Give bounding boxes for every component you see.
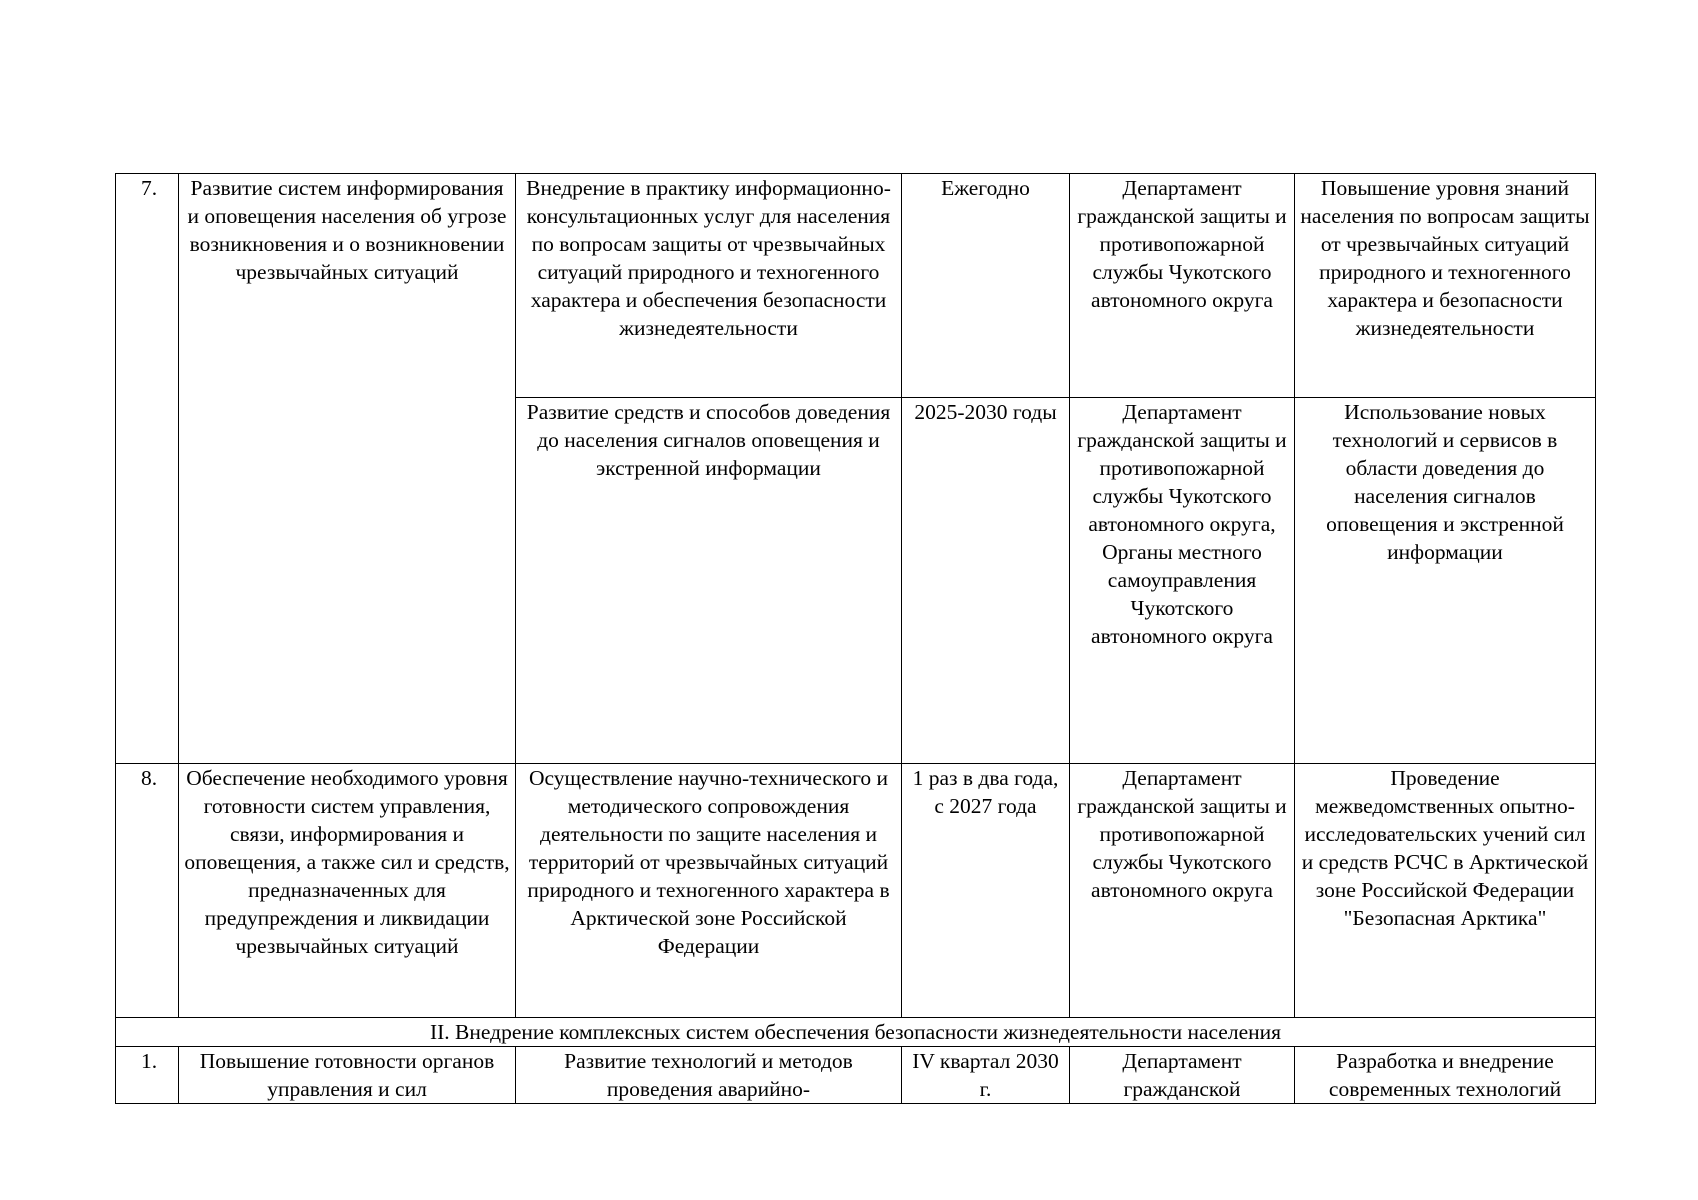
measure-cell: Развитие средств и способов доведения до населения сигналов оповещения и экстренной информации [516, 398, 902, 764]
section-title: II. Внедрение комплексных систем обеспечения безопасности жизнедеятельности населения [116, 1018, 1596, 1047]
row-number: 8. [116, 764, 179, 1018]
task-cell: Развитие систем информирования и оповещения населения об угрозе возникновения и о возникновении чрезвычайных ситуаций [179, 174, 516, 764]
measure-cell: Внедрение в практику информационно-консультационных услуг для населения по вопросам защиты от чрезвычайных ситуаций природного и техногенного характера и обеспечения безопасности жизнедеятельности [516, 174, 902, 398]
term-cell: 2025-2030 годы [902, 398, 1070, 764]
result-cell: Разработка и внедрение современных технологий [1295, 1047, 1596, 1104]
executor-cell: Департамент гражданской [1070, 1047, 1295, 1104]
result-cell: Использование новых технологий и сервисов в области доведения до населения сигналов оповещения и экстренной информации [1295, 398, 1596, 764]
term-cell: IV квартал 2030 г. [902, 1047, 1070, 1104]
measure-cell: Осуществление научно-технического и методического сопровождения деятельности по защите населения и территорий от чрезвычайных ситуаций природного и техногенного характера в Арктической зоне Российской Федерации [516, 764, 902, 1018]
row-number: 1. [116, 1047, 179, 1104]
term-cell: Ежегодно [902, 174, 1070, 398]
measures-table [115, 173, 1596, 1104]
measure-cell: Развитие технологий и методов проведения аварийно- [516, 1047, 902, 1104]
executor-cell: Департамент гражданской защиты и противопожарной службы Чукотского автономного округа [1070, 174, 1295, 398]
table-row-8 [116, 764, 1596, 1018]
executor-cell: Департамент гражданской защиты и противопожарной службы Чукотского автономного округа [1070, 764, 1295, 1018]
task-cell: Повышение готовности органов управления и сил [179, 1047, 516, 1104]
executor-cell: Департамент гражданской защиты и противопожарной службы Чукотского автономного округа, Органы местного самоуправления Чукотского автономного округа [1070, 398, 1295, 764]
section-row [116, 1018, 1596, 1047]
table-row-1 [116, 1047, 1596, 1104]
table-row-7 [116, 174, 1596, 398]
task-cell: Обеспечение необходимого уровня готовности систем управления, связи, информирования и оповещения, а также сил и средств, предназначенных для предупреждения и ликвидации чрезвычайных ситуаций [179, 764, 516, 1018]
row-number: 7. [116, 174, 179, 764]
result-cell: Повышение уровня знаний населения по вопросам защиты от чрезвычайных ситуаций природного и техногенного характера и безопасности жизнедеятельности [1295, 174, 1596, 398]
result-cell: Проведение межведомственных опытно-исследовательских учений сил и средств РСЧС в Арктической зоне Российской Федерации "Безопасная Арктика" [1295, 764, 1596, 1018]
term-cell: 1 раз в два года, с 2027 года [902, 764, 1070, 1018]
